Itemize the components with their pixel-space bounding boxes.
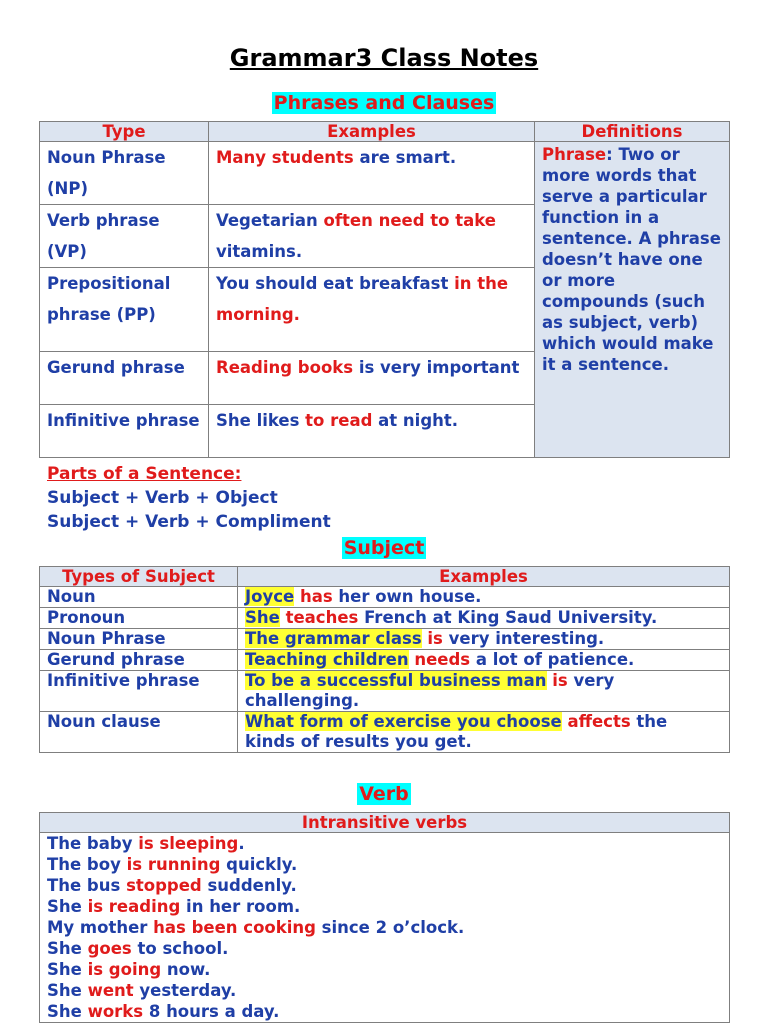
table-row — [40, 629, 730, 650]
parts-of-sentence — [47, 462, 331, 534]
phrase-type: Gerund phrase — [40, 352, 209, 405]
subject-example: Joyce has her own house. — [238, 587, 730, 608]
table-row — [40, 650, 730, 671]
verb-example: She went yesterday. — [47, 981, 237, 1000]
phrase-example: Many students are smart. — [209, 142, 535, 205]
subject-type: Gerund phrase — [40, 650, 238, 671]
header-definitions: Definitions — [535, 122, 730, 142]
phrase-example: Vegetarian often need to take vitamins. — [209, 205, 535, 268]
table-row — [40, 712, 730, 753]
verb-example: The boy is running quickly. — [47, 855, 298, 874]
verb-example: She is going now. — [47, 960, 211, 979]
header-types-of-subject: Types of Subject — [40, 567, 238, 587]
subject-type: Pronoun — [40, 608, 238, 629]
phrase-type: Prepositional phrase (PP) — [40, 268, 209, 352]
subject-type: Infinitive phrase — [40, 671, 238, 712]
phrase-example: She likes to read at night. — [209, 405, 535, 458]
section-heading-verb: Verb — [359, 783, 409, 805]
table-header-row — [40, 567, 730, 587]
page-title: Grammar3 Class Notes — [229, 44, 539, 72]
verb-examples-cell — [40, 833, 730, 1023]
phrase-definition: Phrase: Two or more words that serve a particular function in a sentence. A phrase doesn’t have one or more compounds (such as subject, verb) which would make it a sentence. — [535, 142, 730, 458]
phrase-type: Infinitive phrase — [40, 405, 209, 458]
table-row — [40, 142, 730, 205]
subject-table — [39, 566, 730, 753]
table-row — [40, 833, 730, 1023]
verb-example: The baby is sleeping. — [47, 834, 245, 853]
subject-example: What form of exercise you choose affects the kinds of results you get. — [238, 712, 730, 753]
header-type: Type — [40, 122, 209, 142]
subject-example: She teaches French at King Saud University. — [238, 608, 730, 629]
verb-table — [39, 812, 730, 1023]
section-heading-subject: Subject — [343, 537, 425, 559]
table-header-row — [40, 813, 730, 833]
verb-example: She works 8 hours a day. — [47, 1002, 280, 1021]
table-header-row — [40, 122, 730, 142]
subject-type: Noun — [40, 587, 238, 608]
table-row — [40, 671, 730, 712]
phrase-type: Verb phrase (VP) — [40, 205, 209, 268]
subject-type: Noun Phrase — [40, 629, 238, 650]
subject-example: The grammar class is very interesting. — [238, 629, 730, 650]
parts-line: Subject + Verb + Object — [47, 488, 278, 508]
parts-line: Subject + Verb + Compliment — [47, 512, 331, 532]
subject-type: Noun clause — [40, 712, 238, 753]
verb-example: My mother has been cooking since 2 o’clock. — [47, 918, 465, 937]
phrases-table — [39, 121, 730, 458]
phrase-type: Noun Phrase (NP) — [40, 142, 209, 205]
header-examples: Examples — [209, 122, 535, 142]
phrase-example: You should eat breakfast in the morning. — [209, 268, 535, 352]
section-heading-phrases: Phrases and Clauses — [273, 92, 495, 114]
header-examples: Examples — [238, 567, 730, 587]
parts-heading: Parts of a Sentence: — [47, 464, 242, 484]
phrase-example: Reading books is very important — [209, 352, 535, 405]
subject-example: Teaching children needs a lot of patience. — [238, 650, 730, 671]
verb-example: She goes to school. — [47, 939, 229, 958]
verb-example: The bus stopped suddenly. — [47, 876, 297, 895]
header-intransitive-verbs: Intransitive verbs — [40, 813, 730, 833]
table-row — [40, 587, 730, 608]
subject-example: To be a successful business man is very challenging. — [238, 671, 730, 712]
verb-example: She is reading in her room. — [47, 897, 301, 916]
table-row — [40, 608, 730, 629]
